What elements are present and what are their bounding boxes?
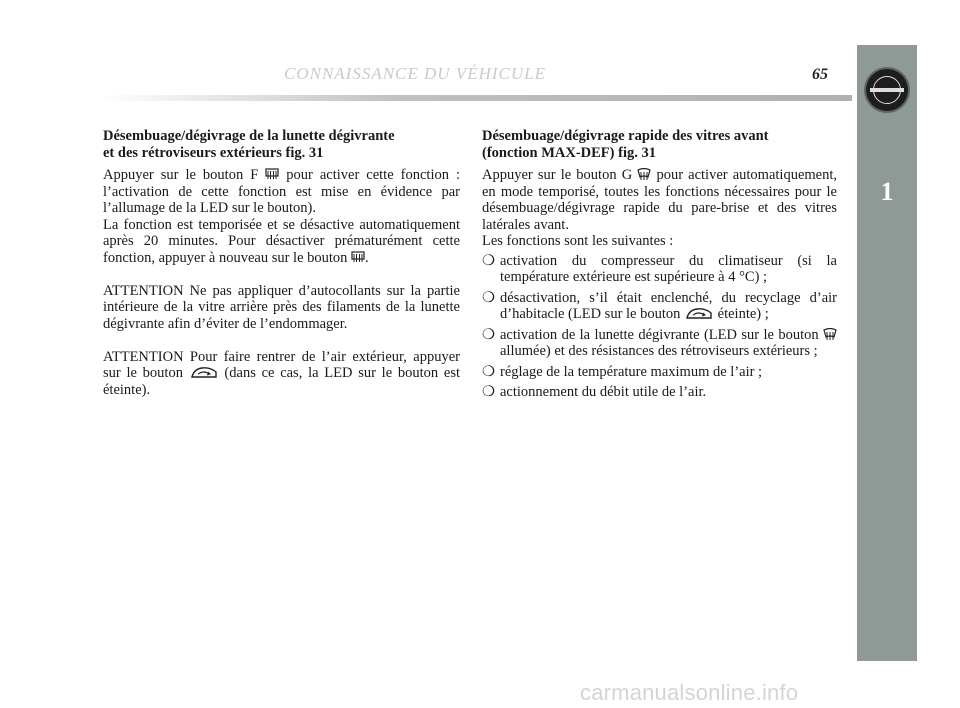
air-recirculation-icon <box>189 366 219 379</box>
list-item: ❍ activation de la lunette dégivrante (LED sur le bouton allumée) et des résistances des rétroviseurs extérieurs ; <box>482 327 837 360</box>
bullet-icon: ❍ <box>482 363 495 380</box>
left-column <box>103 128 460 398</box>
page-number: 65 <box>812 66 828 83</box>
watermark: carmanualsonline.info <box>580 680 799 705</box>
rear-defrost-icon <box>265 168 279 181</box>
section-heading-max-def: Désembuage/dégivrage rapide des vitres avant (fonction MAX-DEF) fig. 31 <box>482 128 769 161</box>
list-item: ❍ réglage de la température maximum de l’air ; <box>482 363 763 380</box>
lancia-logo-icon <box>866 69 908 111</box>
list-item: ❍ activation du compresseur du climatiseur (si la température extérieure est supérieure à 4 °C) ; <box>482 252 837 285</box>
list-item: ❍ désactivation, s’il était enclenché, du recyclage d’air d’habitacle (LED sur le bouton éteinte) ; <box>482 289 837 322</box>
air-recirculation-icon <box>684 307 714 320</box>
running-header: CONNAISSANCE DU VÉHICULE <box>284 64 546 83</box>
paragraph-functions-intro: Les fonctions sont les suivantes : <box>482 233 674 249</box>
windscreen-defrost-icon <box>637 168 651 181</box>
paragraph-rear-defrost-activation: Appuyer sur le bouton F pour activer cette fonction : l’activation de cette fonction est mise en évidence par l’allumage de la LED sur le bouton). <box>103 167 460 216</box>
chapter-number: 1 <box>880 177 894 206</box>
warning-stickers: ATTENTION Ne pas appliquer d’autocollants sur la partie intérieure de la vitre arrière près des filaments de la lunette dégivrante afin d’éviter de l’endommager. <box>103 282 460 332</box>
bullet-icon: ❍ <box>482 252 495 269</box>
list-item: ❍ actionnement du débit utile de l’air. <box>482 384 707 400</box>
chapter-sidebar <box>857 45 917 661</box>
warning-outside-air: ATTENTION Pour faire rentrer de l’air extérieur, appuyer sur le bouton (dans ce cas, la LED sur le bouton est éteinte). <box>103 348 460 398</box>
rear-defrost-icon <box>351 251 365 264</box>
windscreen-defrost-icon <box>823 328 837 341</box>
paragraph-rear-defrost-timer: La fonction est temporisée et se désactive automatiquement après 20 minutes. Pour désactiver prématurément cette fonction, appuyer à nouveau sur le bouton . <box>103 216 460 266</box>
bullet-icon: ❍ <box>482 326 495 343</box>
paragraph-max-def-activation: Appuyer sur le bouton G pour activer automatiquement, en mode temporisé, toutes les fonctions nécessaires pour le désembuage/dégivrage rapide du pare-brise et des vitres latérales avant. <box>482 167 838 233</box>
bullet-icon: ❍ <box>482 384 495 400</box>
right-column <box>482 128 837 405</box>
section-heading-rear-defrost: Désembuage/dégivrage de la lunette dégivrante et des rétroviseurs extérieurs fig. 31 <box>103 128 395 161</box>
bullet-icon: ❍ <box>482 289 495 306</box>
header-rule <box>100 95 852 101</box>
functions-list <box>482 253 837 401</box>
